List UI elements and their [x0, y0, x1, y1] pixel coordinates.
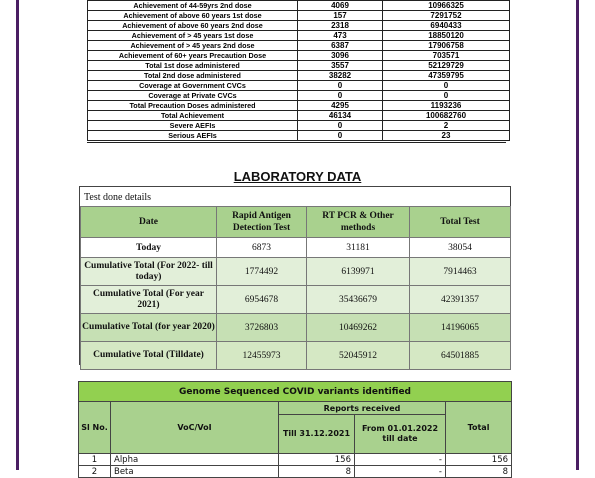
table-row — [88, 11, 510, 21]
column-header-till: Till 31.12.2021 — [279, 415, 355, 454]
today-value: 38282 — [298, 71, 383, 81]
row-label: Achievement of > 45 years 2nd dose — [88, 41, 298, 51]
today-value: 473 — [298, 31, 383, 41]
table-row — [81, 286, 511, 314]
table-row — [88, 1, 510, 11]
row-label: Cumulative Total (for year 2020) — [81, 314, 217, 342]
today-value: 6387 — [298, 41, 383, 51]
today-value: 157 — [298, 11, 383, 21]
row-label: Achievement of 44-59yrs 2nd dose — [88, 1, 298, 11]
row-label: Total Achievement — [88, 111, 298, 121]
rat-value: 6873 — [217, 238, 307, 258]
table-row — [88, 91, 510, 101]
table-row — [88, 31, 510, 41]
total-value: 7291752 — [383, 11, 510, 21]
variant-name: Alpha — [111, 454, 279, 466]
total-value: 156 — [446, 454, 512, 466]
table-divider — [87, 142, 506, 146]
variant-name: Beta — [111, 466, 279, 478]
today-value: 0 — [298, 131, 383, 141]
column-header: RT PCR & Other methods — [307, 207, 410, 238]
total-value: 38054 — [410, 238, 511, 258]
total-value: 47359795 — [383, 71, 510, 81]
table-row — [88, 111, 510, 121]
row-label: Cumulative Total (For 2022- till today) — [81, 258, 217, 286]
column-header-from: From 01.01.2022 till date — [355, 415, 446, 454]
total-value: 2 — [383, 121, 510, 131]
row-label: Serious AEFIs — [88, 131, 298, 141]
table-row — [88, 71, 510, 81]
table-row — [88, 51, 510, 61]
total-value: 0 — [383, 81, 510, 91]
total-value: 703571 — [383, 51, 510, 61]
table-row — [88, 21, 510, 31]
rtpcr-value: 6139971 — [307, 258, 410, 286]
today-value: 46134 — [298, 111, 383, 121]
table-row — [81, 342, 511, 370]
row-label: Achievement of above 60 years 1st dose — [88, 11, 298, 21]
table-row — [88, 61, 510, 71]
table-row — [79, 454, 512, 466]
row-label: Achievement of > 45 years 1st dose — [88, 31, 298, 41]
total-value: 52129729 — [383, 61, 510, 71]
row-label: Total 2nd dose administered — [88, 71, 298, 81]
lab-table — [80, 206, 511, 370]
table-header-row — [79, 402, 512, 415]
table-row — [88, 101, 510, 111]
total-value: 14196065 — [410, 314, 511, 342]
rtpcr-value: 31181 — [307, 238, 410, 258]
till-value: 156 — [279, 454, 355, 466]
table-row — [88, 121, 510, 131]
column-header-voc: VoC/VoI — [111, 402, 279, 454]
table-row — [88, 131, 510, 141]
row-label: Achievement of 60+ years Precaution Dose — [88, 51, 298, 61]
total-value: 1193236 — [383, 101, 510, 111]
table-row — [88, 41, 510, 51]
genome-table — [78, 381, 512, 478]
from-value: - — [355, 466, 446, 478]
total-value: 10966325 — [383, 1, 510, 11]
today-value: 0 — [298, 91, 383, 101]
column-header-reports: Reports received — [279, 402, 446, 415]
table-title-row — [79, 382, 512, 402]
column-header: Date — [81, 207, 217, 238]
row-label: Cumulative Total (For year 2021) — [81, 286, 217, 314]
total-value: 18850120 — [383, 31, 510, 41]
table-header-row — [81, 207, 511, 238]
total-value: 8 — [446, 466, 512, 478]
total-value: 42391357 — [410, 286, 511, 314]
today-value: 3557 — [298, 61, 383, 71]
column-header: Rapid Antigen Detection Test — [217, 207, 307, 238]
row-label: Cumulative Total (Tilldate) — [81, 342, 217, 370]
total-value: 6940433 — [383, 21, 510, 31]
table-row — [88, 81, 510, 91]
sl-number: 1 — [79, 454, 111, 466]
column-header-total: Total — [446, 402, 512, 454]
total-value: 17906758 — [383, 41, 510, 51]
sl-number: 2 — [79, 466, 111, 478]
column-header-sl: Sl No. — [79, 402, 111, 454]
section-heading: LABORATORY DATA — [233, 169, 362, 184]
today-value: 0 — [298, 121, 383, 131]
total-value: 7914463 — [410, 258, 511, 286]
today-value: 3096 — [298, 51, 383, 61]
rat-value: 1774492 — [217, 258, 307, 286]
page-border-left — [16, 0, 19, 470]
till-value: 8 — [279, 466, 355, 478]
page-border-right — [576, 0, 579, 470]
table-row — [81, 258, 511, 286]
total-value: 64501885 — [410, 342, 511, 370]
row-label: Total 1st dose administered — [88, 61, 298, 71]
table-row — [79, 466, 512, 478]
rat-value: 12455973 — [217, 342, 307, 370]
table-row — [81, 314, 511, 342]
row-label: Total Precaution Doses administered — [88, 101, 298, 111]
row-label: Today — [81, 238, 217, 258]
rtpcr-value: 35436679 — [307, 286, 410, 314]
today-value: 4069 — [298, 1, 383, 11]
from-value: - — [355, 454, 446, 466]
column-header: Total Test — [410, 207, 511, 238]
row-label: Severe AEFIs — [88, 121, 298, 131]
total-value: 100682760 — [383, 111, 510, 121]
lab-data-panel — [79, 186, 511, 365]
total-value: 23 — [383, 131, 510, 141]
rat-value: 3726803 — [217, 314, 307, 342]
today-value: 2318 — [298, 21, 383, 31]
rtpcr-value: 10469262 — [307, 314, 410, 342]
today-value: 4295 — [298, 101, 383, 111]
vaccination-table — [87, 0, 510, 141]
rat-value: 6954678 — [217, 286, 307, 314]
today-value: 0 — [298, 81, 383, 91]
rtpcr-value: 52045912 — [307, 342, 410, 370]
total-value: 0 — [383, 91, 510, 101]
row-label: Coverage at Private CVCs — [88, 91, 298, 101]
table-row — [81, 238, 511, 258]
table-title: Genome Sequenced COVID variants identified — [79, 382, 512, 402]
table-caption: Test done details — [84, 192, 152, 203]
row-label: Achievement of above 60 years 2nd dose — [88, 21, 298, 31]
row-label: Coverage at Government CVCs — [88, 81, 298, 91]
